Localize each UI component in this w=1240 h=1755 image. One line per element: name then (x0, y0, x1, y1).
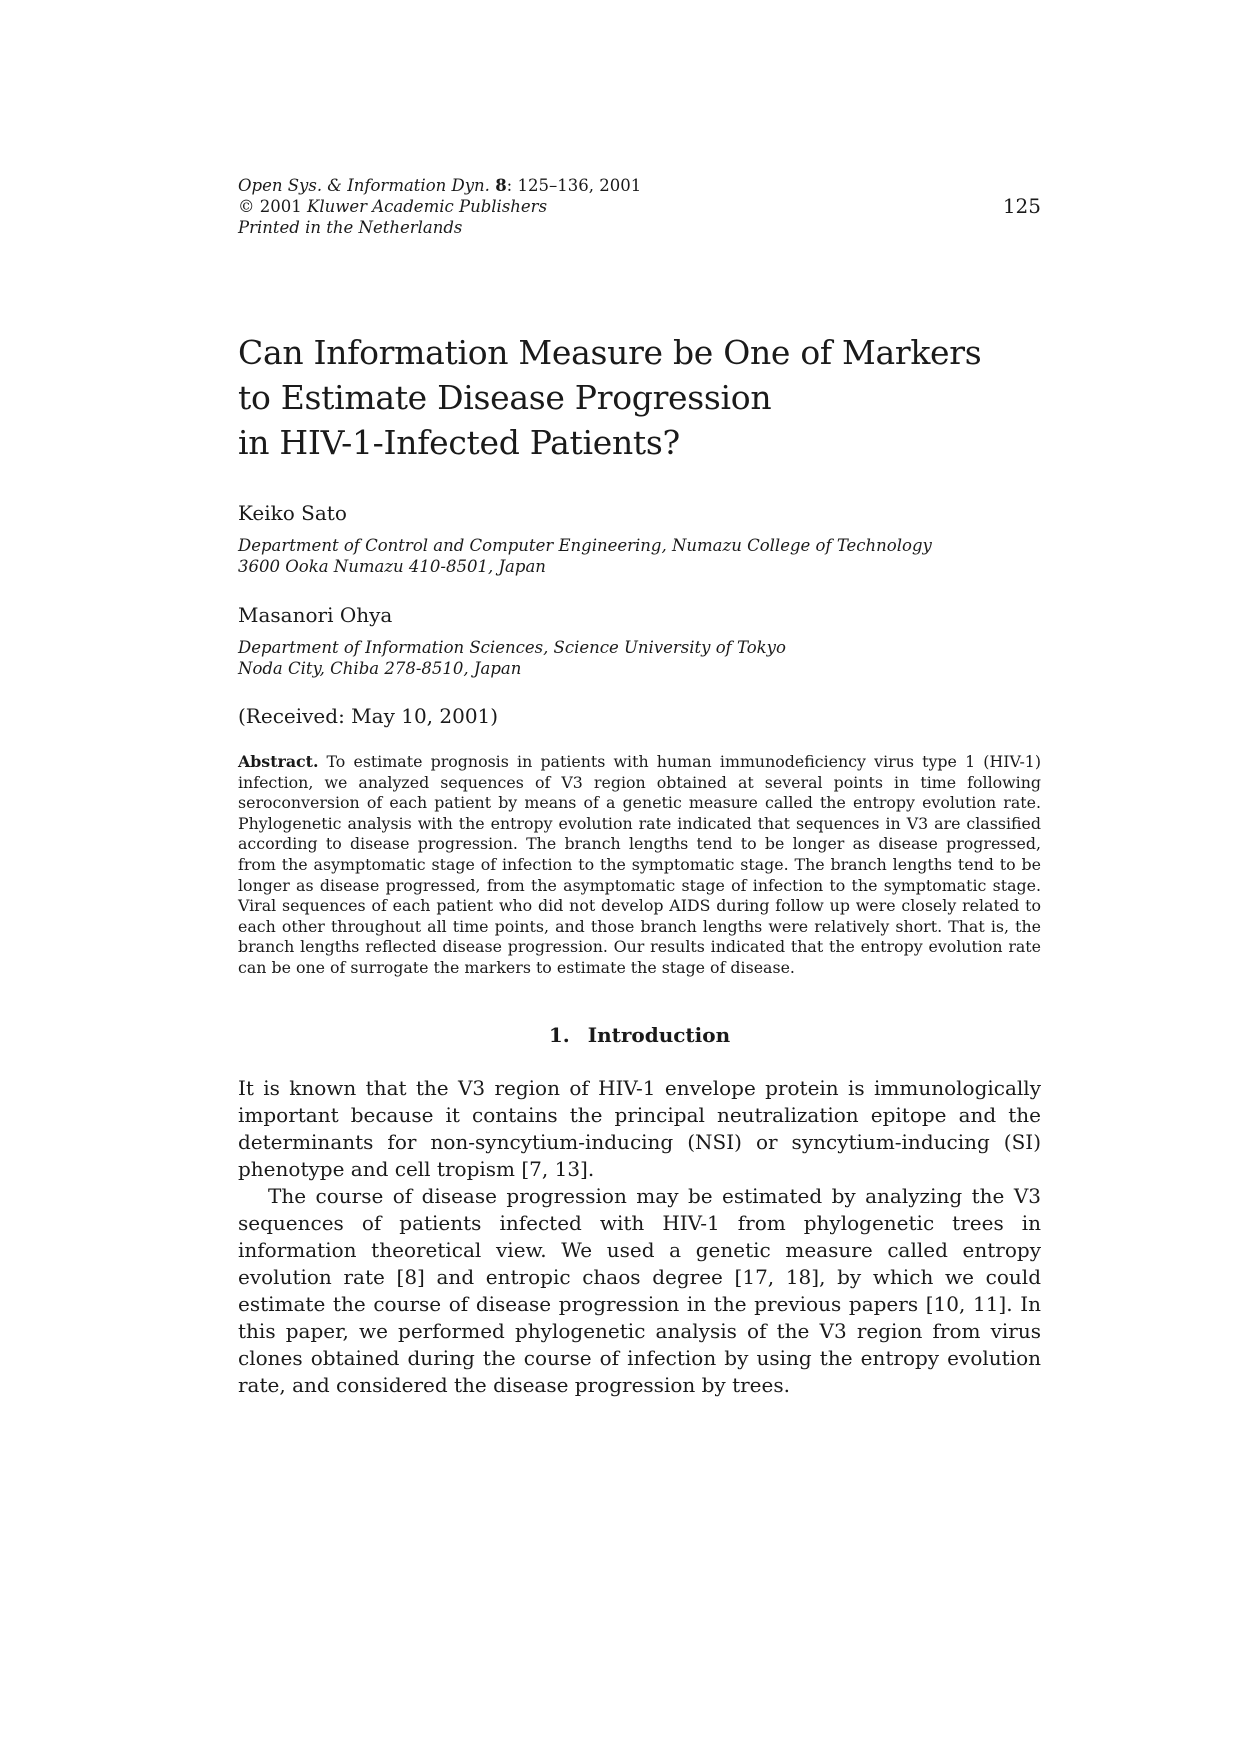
journal-name: Open Sys. & Information Dyn. (238, 176, 490, 195)
title-line: in HIV-1-Infected Patients? (238, 423, 680, 462)
section-body (238, 1075, 1041, 1399)
abstract-label: Abstract. (238, 752, 319, 771)
body-paragraph: The course of disease progression may be estimated by analyzing the V3 sequences of patients infected with HIV-1 from phylogenetic trees in information theoretical view. We used a genetic measure called entropy evolution rate [8] and entropic chaos degree [17, 18], by which we could estimate the course of disease progression in the previous papers [10, 11]. In this paper, we performed phylogenetic analysis of the V3 region from virus clones obtained during the course of infection by using the entropy evolution rate, and considered the disease progression by trees. (238, 1183, 1041, 1397)
section-heading (238, 1023, 1041, 1047)
journal-pages-year: : 125–136, 2001 (506, 176, 642, 195)
affiliation-line: Department of Information Sciences, Science University of Tokyo (238, 638, 786, 657)
paper-page (238, 175, 1041, 1399)
journal-header (238, 175, 1041, 238)
copyright-line (238, 196, 1041, 217)
title-line: to Estimate Disease Progression (238, 378, 772, 417)
affiliation-line: 3600 Ooka Numazu 410-8501, Japan (238, 557, 546, 576)
abstract (238, 752, 1041, 979)
abstract-text: To estimate prognosis in patients with human immunodeficiency virus type 1 (HIV-1) infection, we analyzed sequences of V3 region obtained at several points in time following seroconversion of each patient by means of a genetic measure called the entropy evolution rate. Phylogenetic analysis with the entropy evolution rate indicated that sequences in V3 are classified according to disease progression. The branch lengths tend to be longer as disease progressed, from the asymptomatic stage of infection to the symptomatic stage. The branch lengths tend to be longer as disease progressed, from the asymptomatic stage of infection to the symptomatic stage. Viral sequences of each patient who did not develop AIDS during follow up were closely related to each other throughout all time points, and those branch lengths were relatively short. That is, the branch lengths reflected disease progression. Our results indicated that the entropy evolution rate can be one of surrogate the markers to estimate the stage of disease. (238, 752, 1041, 977)
title-line: Can Information Measure be One of Markers (238, 333, 982, 372)
section-number: 1. (548, 1022, 570, 1047)
author-affiliation (238, 637, 1041, 679)
printed-line: Printed in the Netherlands (238, 218, 463, 237)
copyright-year: 2001 (259, 197, 302, 216)
author-affiliation (238, 535, 1041, 577)
section-title: Introduction (587, 1022, 731, 1047)
author-name: Keiko Sato (238, 501, 347, 525)
affiliation-line: Noda City, Chiba 278-8510, Japan (238, 659, 522, 678)
received-date: (Received: May 10, 2001) (238, 704, 499, 728)
copyright-symbol: © (238, 197, 255, 216)
paper-title (238, 330, 1041, 465)
journal-volume: 8 (495, 176, 507, 195)
body-paragraph: It is known that the V3 region of HIV-1 envelope protein is immunologically important because it contains the principal neutralization epitope and the determinants for non-syncytium-inducing (NSI) or syncytium-inducing (SI) phenotype and cell tropism [7, 13]. (238, 1075, 1041, 1181)
publisher-name: Kluwer Academic Publishers (307, 197, 548, 216)
affiliation-line: Department of Control and Computer Engineering, Numazu College of Technology (238, 536, 932, 555)
author-name: Masanori Ohya (238, 603, 393, 627)
journal-citation-line (238, 175, 1041, 196)
page-number: 125 (1002, 194, 1041, 218)
